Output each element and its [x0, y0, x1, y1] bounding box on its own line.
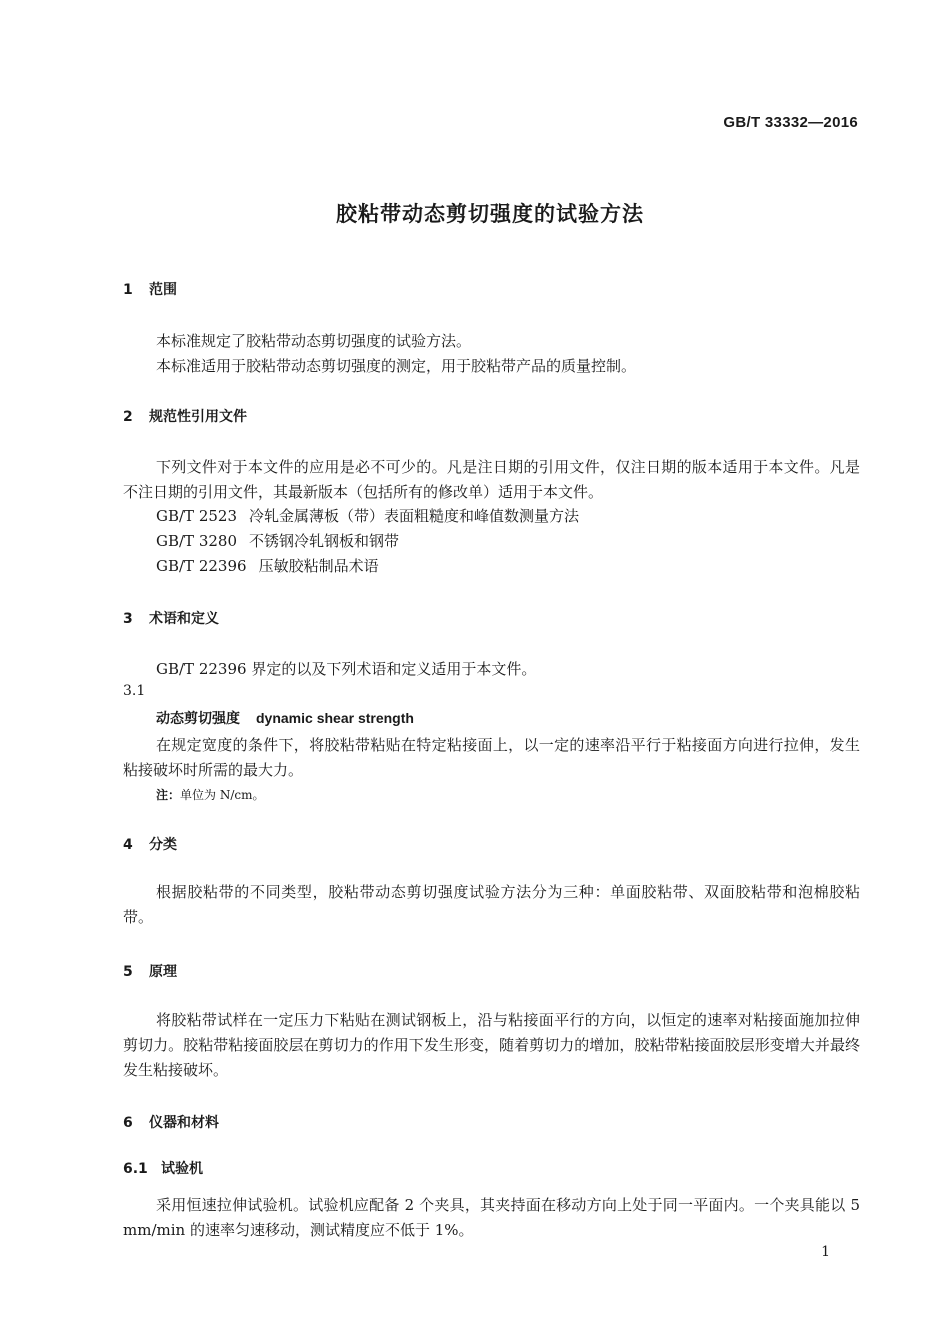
term-chinese: 动态剪切强度: [156, 711, 240, 727]
note-text: 单位为 N/cm。: [180, 788, 265, 802]
subsection-number: 6.1: [123, 1161, 148, 1177]
reference-title: 压敏胶粘制品术语: [258, 557, 379, 575]
section-5-heading: [123, 961, 177, 981]
section-title: 规范性引用文件: [149, 409, 247, 425]
reference-title: 不锈钢冷轧钢板和钢带: [249, 532, 400, 550]
section-4-heading: [123, 834, 177, 854]
section-title: 原理: [149, 964, 177, 980]
term-number: 3.1: [123, 683, 146, 699]
section-3-heading: [123, 608, 219, 628]
section-1-paragraph-2: 本标准适用于胶粘带动态剪切强度的测定，用于胶粘带产品的质量控制。: [156, 357, 637, 375]
section-number: 6: [123, 1115, 133, 1131]
term-definition: 在规定宽度的条件下，将胶粘带粘贴在特定粘接面上，以一定的速率沿平行于粘接面方向进行拉伸，发生粘接破坏时所需的最大力。: [123, 736, 860, 779]
page-number: 1: [821, 1244, 830, 1260]
reference-item: [156, 555, 379, 576]
document-title: 胶粘带动态剪切强度的试验方法: [336, 202, 644, 226]
section-1-paragraph-1: 本标准规定了胶粘带动态剪切强度的试验方法。: [156, 332, 472, 350]
reference-code: GB/T 2523: [156, 507, 238, 525]
section-4-text: 根据胶粘带的不同类型，胶粘带动态剪切强度试验方法分为三种：单面胶粘带、双面胶粘带和泡棉胶粘带。: [123, 883, 860, 926]
reference-code: GB/T 3280: [156, 532, 238, 550]
reference-code: GB/T 22396: [156, 557, 247, 575]
section-number: 4: [123, 837, 133, 853]
section-5-text: 将胶粘带试样在一定压力下粘贴在测试钢板上，沿与粘接面平行的方向，以恒定的速率对粘接面施加拉伸剪切力。胶粘带粘接面胶层在剪切力的作用下发生形变，随着剪切力的增加，胶粘带粘接面胶层形变增大并最终发生粘接破坏。: [123, 1011, 860, 1079]
term-note: [156, 786, 264, 803]
section-number: 1: [123, 282, 133, 298]
subsection-title: 试验机: [161, 1161, 203, 1177]
section-3-intro: GB/T 22396 界定的以及下列术语和定义适用于本文件。: [156, 660, 537, 678]
section-1-heading: [123, 279, 177, 299]
section-number: 2: [123, 409, 133, 425]
term-english: dynamic shear strength: [256, 710, 414, 726]
section-2-heading: [123, 406, 247, 426]
note-label: 注：: [156, 788, 181, 802]
subsection-6-1-heading: [123, 1158, 203, 1178]
subsection-6-1-text: 采用恒速拉伸试验机。试验机应配备 2 个夹具，其夹持面在移动方向上处于同一平面内。一个夹具能以 5 mm/min 的速率匀速移动，测试精度应不低于 1%。: [123, 1196, 860, 1239]
reference-item: [156, 505, 579, 526]
reference-item: [156, 530, 399, 551]
section-number: 3: [123, 611, 133, 627]
section-title: 术语和定义: [149, 611, 219, 627]
section-title: 分类: [149, 837, 177, 853]
section-title: 范围: [149, 282, 177, 298]
section-number: 5: [123, 964, 133, 980]
reference-title: 冷轧金属薄板（带）表面粗糙度和峰值数测量方法: [249, 507, 580, 525]
section-6-heading: [123, 1112, 219, 1132]
standard-number: GB/T 33332—2016: [723, 114, 858, 131]
section-2-intro: 下列文件对于本文件的应用是必不可少的。凡是注日期的引用文件，仅注日期的版本适用于本文件。凡是不注日期的引用文件，其最新版本（包括所有的修改单）适用于本文件。: [123, 458, 860, 501]
section-title: 仪器和材料: [149, 1115, 219, 1131]
term-entry: [156, 708, 414, 728]
